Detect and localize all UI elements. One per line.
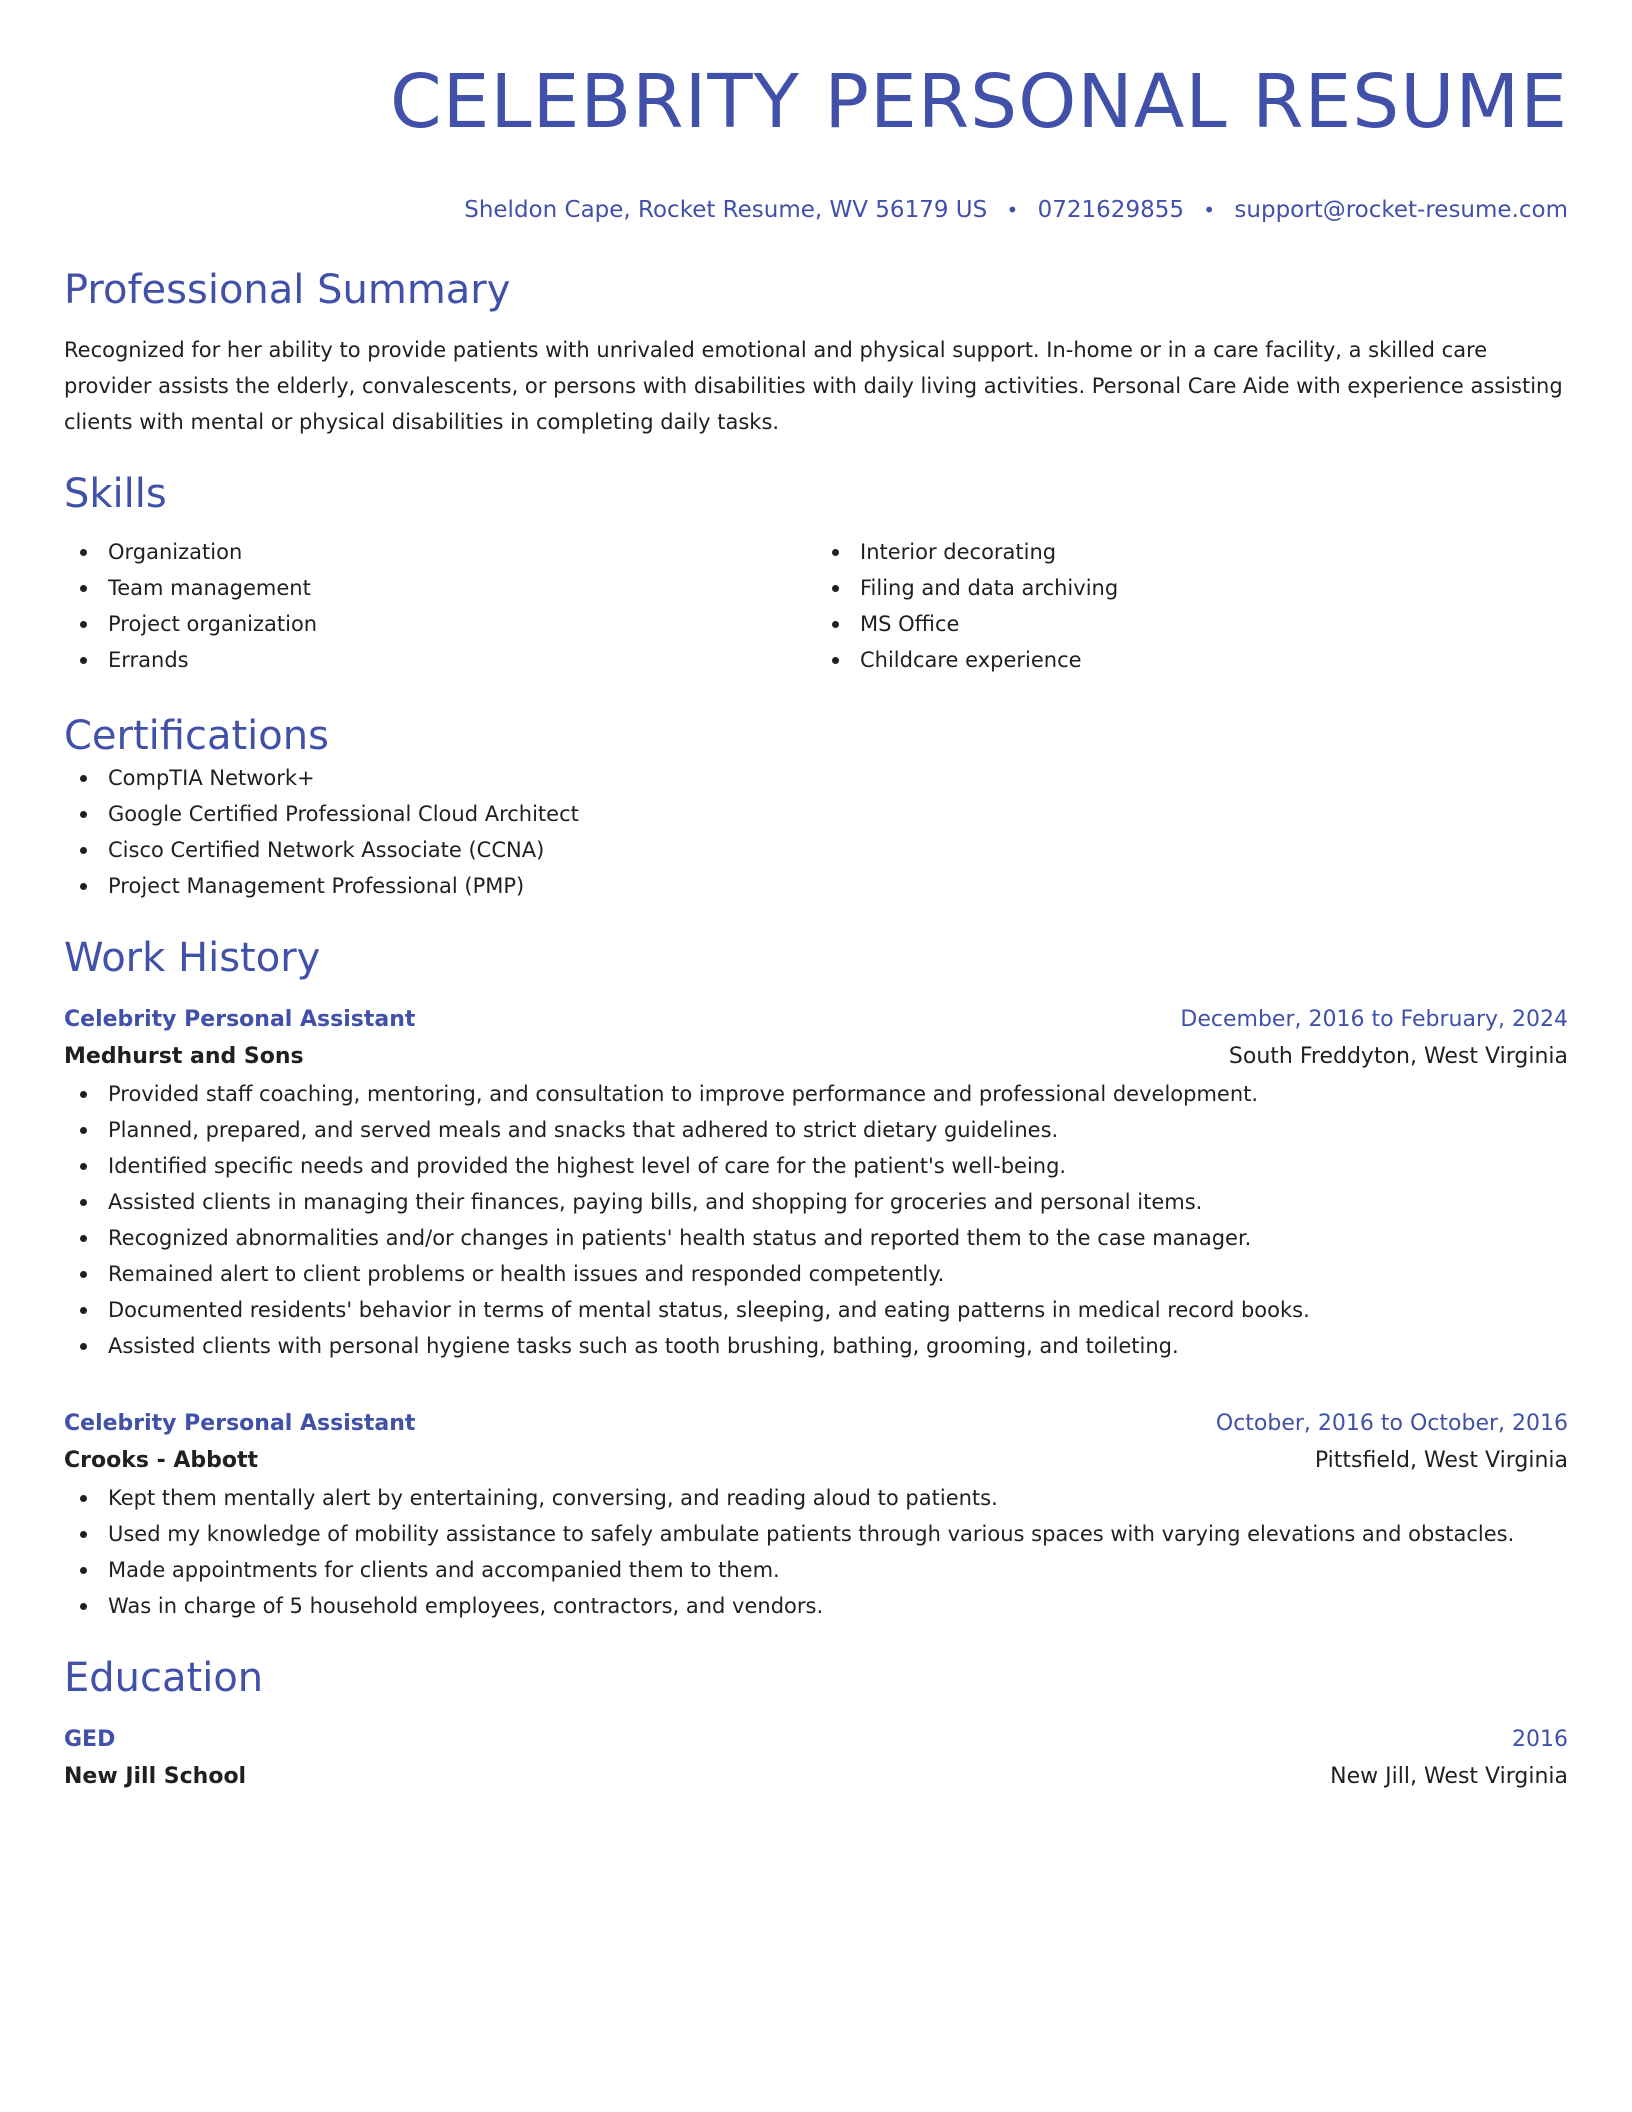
job-dates: December, 2016 to February, 2024 bbox=[1180, 1007, 1568, 1032]
skill-item: Interior decorating bbox=[816, 534, 1568, 570]
certification-item: Google Certified Professional Cloud Architect bbox=[64, 796, 1568, 832]
education-entry bbox=[64, 1722, 1568, 1796]
job-duty: Was in charge of 5 household employees, contractors, and vendors. bbox=[64, 1588, 1568, 1624]
job-duty: Kept them mentally alert by entertaining, conversing, and reading aloud to patients. bbox=[64, 1480, 1568, 1516]
education-header-row bbox=[64, 1722, 1568, 1758]
job-company-row bbox=[64, 1038, 1568, 1076]
job-location: South Freddyton, West Virginia bbox=[1228, 1044, 1568, 1069]
job-duty: Used my knowledge of mobility assistance to safely ambulate patients through various spaces with varying elevations and obstacles. bbox=[64, 1516, 1568, 1552]
job-title: Celebrity Personal Assistant bbox=[64, 1411, 416, 1436]
skills-column-left bbox=[64, 534, 816, 678]
certification-item: Cisco Certified Network Associate (CCNA) bbox=[64, 832, 1568, 868]
job-header-row bbox=[64, 1406, 1568, 1442]
contact-address: Sheldon Cape, Rocket Resume, WV 56179 US bbox=[464, 197, 988, 223]
skills-list-left bbox=[64, 534, 816, 678]
job-duty: Documented residents' behavior in terms of mental status, sleeping, and eating patterns in medical record books. bbox=[64, 1292, 1568, 1328]
work-history-heading: Work History bbox=[64, 935, 321, 981]
contact-separator: • bbox=[1006, 198, 1019, 222]
job-duties-list bbox=[64, 1076, 1568, 1364]
skill-item: Team management bbox=[64, 570, 816, 606]
job-entry bbox=[64, 1002, 1568, 1364]
job-duty: Made appointments for clients and accompanied them to them. bbox=[64, 1552, 1568, 1588]
job-duty: Planned, prepared, and served meals and snacks that adhered to strict dietary guidelines. bbox=[64, 1112, 1568, 1148]
certification-item: CompTIA Network+ bbox=[64, 760, 1568, 796]
job-title: Celebrity Personal Assistant bbox=[64, 1007, 416, 1032]
education-heading: Education bbox=[64, 1655, 264, 1701]
contact-line bbox=[64, 194, 1568, 226]
job-location: Pittsfield, West Virginia bbox=[1314, 1448, 1568, 1473]
job-company: Crooks - Abbott bbox=[64, 1448, 259, 1473]
job-duties-list bbox=[64, 1480, 1568, 1624]
education-degree: GED bbox=[64, 1727, 116, 1752]
job-header-row bbox=[64, 1002, 1568, 1038]
resume-title: CELEBRITY PERSONAL RESUME bbox=[390, 59, 1568, 145]
skills-list-right bbox=[816, 534, 1568, 678]
skills-heading: Skills bbox=[64, 471, 167, 517]
job-duty: Remained alert to client problems or health issues and responded competently. bbox=[64, 1256, 1568, 1292]
contact-email: support@rocket-resume.com bbox=[1234, 197, 1568, 223]
summary-heading: Professional Summary bbox=[64, 267, 511, 313]
skill-item: Organization bbox=[64, 534, 816, 570]
skill-item: MS Office bbox=[816, 606, 1568, 642]
skill-item: Childcare experience bbox=[816, 642, 1568, 678]
skill-item: Project organization bbox=[64, 606, 816, 642]
education-school-row bbox=[64, 1758, 1568, 1796]
job-duty: Recognized abnormalities and/or changes in patients' health status and reported them to the case manager. bbox=[64, 1220, 1568, 1256]
certifications-heading: Certifications bbox=[64, 713, 329, 759]
education-year: 2016 bbox=[1512, 1727, 1568, 1752]
skills-column-right bbox=[816, 534, 1568, 678]
job-duty: Assisted clients with personal hygiene tasks such as tooth brushing, bathing, grooming, and toileting. bbox=[64, 1328, 1568, 1364]
certifications-list bbox=[64, 760, 1568, 904]
skills-grid bbox=[64, 534, 1568, 678]
education-school: New Jill School bbox=[64, 1764, 247, 1789]
job-company: Medhurst and Sons bbox=[64, 1044, 304, 1069]
job-duty: Identified specific needs and provided the highest level of care for the patient's well-being. bbox=[64, 1148, 1568, 1184]
skill-item: Errands bbox=[64, 642, 816, 678]
education-location: New Jill, West Virginia bbox=[1330, 1764, 1568, 1789]
certification-item: Project Management Professional (PMP) bbox=[64, 868, 1568, 904]
skill-item: Filing and data archiving bbox=[816, 570, 1568, 606]
job-duty: Assisted clients in managing their finances, paying bills, and shopping for groceries and personal items. bbox=[64, 1184, 1568, 1220]
contact-separator: • bbox=[1203, 198, 1216, 222]
summary-text: Recognized for her ability to provide patients with unrivaled emotional and physical support. In-home or in a care facility, a skilled care provider assists the elderly, convalescents, or persons with disabilities with daily living activities. Personal Care Aide with experience assisting clients with mental or physical disabilities in completing daily tasks. bbox=[64, 338, 1563, 434]
job-entry bbox=[64, 1406, 1568, 1624]
contact-phone: 0721629855 bbox=[1037, 197, 1184, 223]
job-duty: Provided staff coaching, mentoring, and consultation to improve performance and professional development. bbox=[64, 1076, 1568, 1112]
job-company-row bbox=[64, 1442, 1568, 1480]
job-dates: October, 2016 to October, 2016 bbox=[1215, 1411, 1568, 1436]
